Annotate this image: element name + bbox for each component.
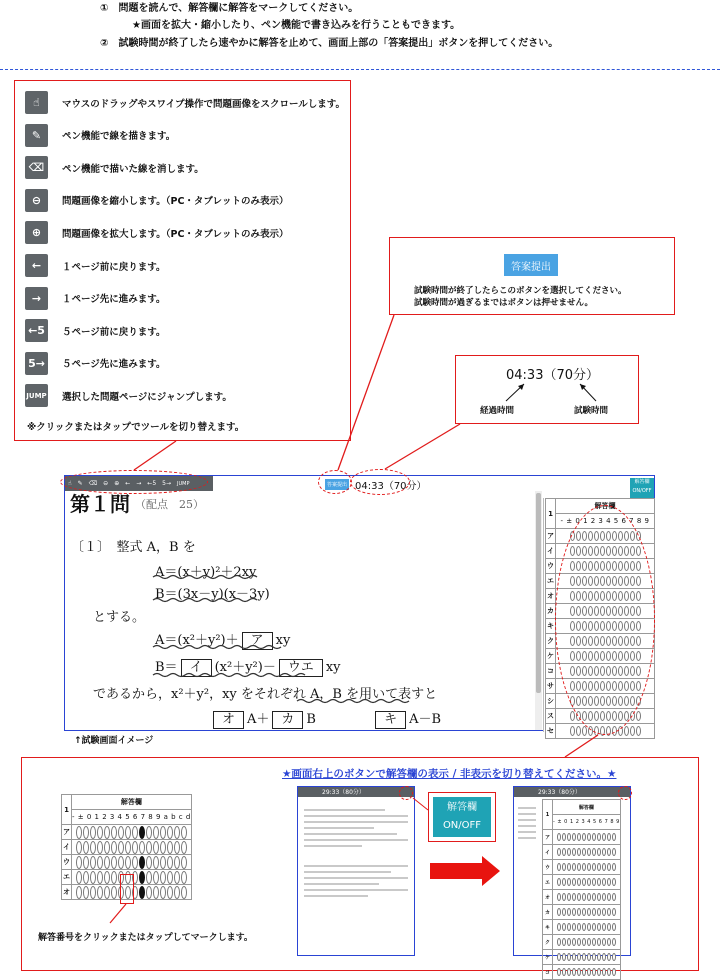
answer-bubble[interactable] (557, 953, 561, 961)
answer-bubble[interactable] (602, 833, 606, 841)
tool-description: １ページ前に戻ります。 (62, 261, 166, 273)
answer-row-label: ケ (546, 649, 556, 664)
answer-bubble[interactable] (572, 968, 576, 976)
forward-5-icon: 5→ (25, 352, 48, 375)
bottom-headline: ★画面右上のボタンで解答欄の表示 / 非表示を切り替えてください。★ (282, 768, 617, 780)
answer-bubble[interactable] (557, 878, 561, 886)
answer-bubble[interactable] (582, 878, 586, 886)
arrow-left-icon[interactable]: ← (125, 480, 131, 487)
answer-bubble[interactable] (607, 848, 611, 856)
question-label: 〔１〕 整式 A，B を (71, 540, 196, 555)
equation-b-blank: B＝ イ (x²＋y²)－ ウエ xy (155, 660, 341, 675)
answer-bubble[interactable] (597, 968, 601, 976)
answer-bubble[interactable] (587, 833, 591, 841)
answer-bubble[interactable] (592, 833, 596, 841)
arrow-right-icon[interactable]: → (136, 480, 142, 487)
tool-note: ※クリックまたはタップでツールを切り替えます。 (27, 422, 245, 433)
answer-bubble[interactable] (612, 878, 616, 886)
answer-bubble[interactable] (587, 848, 591, 856)
answer-bubble[interactable] (577, 893, 581, 901)
answer-row-label: ケ (543, 950, 553, 965)
back-5-icon: ←5 (25, 319, 48, 342)
problem-title: 第１問 (70, 492, 130, 516)
answer-bubble[interactable] (612, 833, 616, 841)
answer-bubble[interactable] (612, 908, 616, 916)
answer-row-label: カ (546, 604, 556, 619)
answer-bubble[interactable] (587, 968, 591, 976)
mini-timer-2: 29:33（80分） (538, 789, 581, 796)
submit-button[interactable]: 答案提出 (325, 479, 349, 490)
submit-callout-text-2: 試験時間が過ぎるまではボタンは押せません。 (414, 298, 594, 308)
answer-bubble[interactable] (577, 908, 581, 916)
submit-button-sample[interactable]: 答案提出 (504, 254, 558, 276)
jump-icon[interactable]: JUMP (177, 480, 190, 487)
answer-digits: - ± 0 1 2 3 4 5 6 7 8 9 a b c d (72, 810, 192, 825)
question-number: 1 (543, 800, 553, 830)
answer-bubble[interactable] (592, 968, 596, 976)
mark-note: 解答番号をクリックまたはタップしてマークします。 (38, 933, 253, 943)
equation-b: B＝(3x－y)(x－3y) (155, 587, 270, 602)
tool-description: １ページ先に進みます。 (62, 294, 166, 306)
answer-row-label: ス (546, 709, 556, 724)
pen-icon[interactable]: ✎ (77, 480, 83, 487)
answer-bubble[interactable] (577, 968, 581, 976)
answer-row-label: イ (62, 840, 72, 855)
answer-bubble[interactable] (607, 878, 611, 886)
answer-row (543, 830, 621, 845)
eraser-icon[interactable]: ⌫ (88, 480, 98, 487)
answer-bubble[interactable] (582, 953, 586, 961)
answer-bubble[interactable] (572, 938, 576, 946)
answer-row (543, 845, 621, 860)
answer-bubble[interactable] (567, 833, 571, 841)
answer-bubble[interactable] (597, 893, 601, 901)
answer-row (543, 890, 621, 905)
answer-bubble[interactable] (557, 833, 561, 841)
answer-bubble[interactable] (592, 878, 596, 886)
answer-bubble[interactable] (612, 968, 616, 976)
answer-row-label: ア (62, 825, 72, 840)
answer-bubble[interactable] (597, 878, 601, 886)
answer-bubble[interactable] (587, 908, 591, 916)
answer-row-label: ク (543, 935, 553, 950)
answer-bubble[interactable] (567, 953, 571, 961)
blank-ki: キ (375, 711, 406, 729)
tool-description: ５ページ先に進みます。 (62, 359, 166, 371)
answer-row-label: シ (546, 694, 556, 709)
answer-bubble[interactable] (567, 923, 571, 931)
answer-bubble[interactable] (602, 863, 606, 871)
answer-row-label: エ (62, 870, 72, 885)
answer-bubble[interactable] (602, 968, 606, 976)
answer-bubble[interactable] (612, 893, 616, 901)
answer-bubble[interactable] (597, 848, 601, 856)
timer-display: 04:33（70分） (506, 368, 600, 383)
answer-bubble[interactable] (562, 878, 566, 886)
problem-sentence: であるから，x²＋y²，xy をそれぞれ A，B を用いて表すと (93, 687, 438, 702)
answer-bubble[interactable] (572, 878, 576, 886)
answer-row (543, 860, 621, 875)
answer-bubble[interactable] (557, 863, 561, 871)
answer-bubble[interactable] (612, 848, 616, 856)
mini-answer-panel (542, 799, 621, 980)
answer-bubble[interactable] (592, 893, 596, 901)
answer-row-label: ア (543, 830, 553, 845)
answer-bubble[interactable] (557, 848, 561, 856)
answer-bubble[interactable] (607, 908, 611, 916)
answer-row-label: キ (543, 920, 553, 935)
answer-bubble[interactable] (582, 908, 586, 916)
answer-bubble[interactable] (607, 923, 611, 931)
answer-bubble[interactable] (612, 938, 616, 946)
answer-row-label: ア (546, 529, 556, 544)
answer-bubble[interactable] (572, 908, 576, 916)
answer-bubble[interactable] (582, 893, 586, 901)
submit-callout-text-1: 試験時間が終了したらこのボタンを選択してください。 (414, 286, 627, 296)
answer-toggle-button[interactable]: 解答欄 ON/OFF (630, 478, 654, 498)
answer-row-label: ウ (546, 559, 556, 574)
answer-bubble[interactable] (587, 878, 591, 886)
tool-description: 選択した問題ページにジャンプします。 (62, 391, 232, 403)
hand-icon[interactable]: ☝ (68, 480, 72, 487)
answer-bubble[interactable] (592, 863, 596, 871)
blank-ue: ウエ (279, 659, 323, 677)
mini-text-col (516, 803, 538, 843)
answer-bubble[interactable] (607, 953, 611, 961)
forward-5-icon[interactable]: 5→ (162, 480, 172, 487)
limit-label: 試験時間 (574, 406, 609, 416)
answer-bubble[interactable] (607, 938, 611, 946)
blank-o: オ (213, 711, 244, 729)
answer-bubble[interactable] (587, 863, 591, 871)
answer-bubble[interactable] (557, 923, 561, 931)
to-suru-text: とする。 (93, 610, 146, 625)
answer-bubble[interactable] (567, 893, 571, 901)
answer-bubble[interactable] (562, 848, 566, 856)
answer-bubble[interactable] (592, 908, 596, 916)
answer-bubble[interactable] (597, 938, 601, 946)
answer-bubble[interactable] (597, 833, 601, 841)
answer-bubble[interactable] (577, 953, 581, 961)
arrow-right-icon: → (25, 287, 48, 310)
answer-bubble[interactable] (572, 833, 576, 841)
answer-bubble[interactable] (572, 863, 576, 871)
pen-icon: ✎ (25, 124, 48, 147)
answer-bubble[interactable] (572, 923, 576, 931)
screen-caption: ↑試験画面イメージ (74, 736, 154, 746)
answer-bubble[interactable] (577, 878, 581, 886)
answer-bubble[interactable] (597, 908, 601, 916)
answer-row-label: エ (546, 574, 556, 589)
answer-bubble[interactable] (587, 938, 591, 946)
tool-description: 問題画像を縮小します。（PC・タブレットのみ表示） (62, 196, 289, 208)
answer-bubble[interactable] (582, 833, 586, 841)
answer-digits: - ± 0 1 2 3 4 5 6 7 8 9 (556, 514, 655, 529)
answer-bubble[interactable] (582, 923, 586, 931)
answer-bubble[interactable] (567, 908, 571, 916)
answer-digits: - ± 0 1 2 3 4 5 6 7 8 9 (553, 815, 621, 830)
answer-row (543, 935, 621, 950)
answer-bubble[interactable] (562, 863, 566, 871)
answer-row-label: ウ (543, 860, 553, 875)
answer-bubble[interactable] (597, 863, 601, 871)
answer-bubble[interactable] (592, 848, 596, 856)
answer-bubble[interactable] (567, 848, 571, 856)
answer-row-label: イ (543, 845, 553, 860)
answer-bubble[interactable] (602, 953, 606, 961)
equation-a-blank: A＝(x²＋y²)＋ ア xy (155, 633, 291, 648)
answer-bubble[interactable] (557, 893, 561, 901)
answer-bubble[interactable] (567, 863, 571, 871)
answer-row-label: コ (543, 965, 553, 980)
answer-bubble[interactable] (582, 863, 586, 871)
answer-bubble[interactable] (607, 863, 611, 871)
question-number: 1 (62, 795, 72, 825)
answer-row (543, 905, 621, 920)
toggle-zoom-button[interactable]: 解答欄 ON/OFF (433, 797, 491, 837)
answer-row-label: イ (546, 544, 556, 559)
answer-row-label: オ (546, 589, 556, 604)
answer-header: 解答欄 (72, 795, 192, 810)
answer-bubble[interactable] (597, 923, 601, 931)
answer-bubble[interactable] (607, 893, 611, 901)
answer-row-label: オ (543, 890, 553, 905)
answer-bubble[interactable] (602, 938, 606, 946)
zoom-in-icon[interactable]: ⊕ (114, 480, 120, 487)
answer-bubble[interactable] (562, 968, 566, 976)
mini-screen-on (513, 786, 631, 976)
answer-bubble[interactable] (602, 908, 606, 916)
tool-description: ５ページ前に戻ります。 (62, 326, 166, 338)
blank-ka: カ (272, 711, 303, 729)
answer-bubble[interactable] (592, 953, 596, 961)
bottom-panel (21, 757, 699, 976)
answer-bubble[interactable] (572, 953, 576, 961)
answer-bubble[interactable] (577, 833, 581, 841)
instruction-2: ★画面を拡大・縮小したり、ペン機能で書き込みを行うこともできます。 (132, 20, 461, 31)
answer-bubble[interactable] (562, 893, 566, 901)
tool-description: ペン機能で線を描きます。 (62, 131, 176, 143)
answer-bubble[interactable] (567, 878, 571, 886)
hand-icon: ☝ (25, 91, 48, 114)
answer-bubble[interactable] (587, 953, 591, 961)
answer-bubble[interactable] (607, 968, 611, 976)
answer-bubble[interactable] (612, 923, 616, 931)
answer-bubble[interactable] (597, 953, 601, 961)
answer-row-label: サ (546, 679, 556, 694)
jump-icon: JUMP (25, 384, 48, 407)
answer-bubble[interactable] (602, 878, 606, 886)
answer-row-label: エ (543, 875, 553, 890)
answer-bubble[interactable] (587, 923, 591, 931)
answer-bubble[interactable] (607, 833, 611, 841)
answer-row-label: コ (546, 664, 556, 679)
answer-bubble[interactable] (592, 938, 596, 946)
answer-row (543, 965, 621, 980)
blank-i: イ (181, 659, 212, 677)
answer-bubble[interactable] (557, 908, 561, 916)
answer-bubble[interactable] (562, 833, 566, 841)
back-5-icon[interactable]: ←5 (147, 480, 157, 487)
arrow-left-icon: ← (25, 254, 48, 277)
answer-bubble[interactable] (572, 893, 576, 901)
answer-bubble[interactable] (582, 848, 586, 856)
answer-bubble[interactable] (612, 863, 616, 871)
answer-bubble[interactable] (592, 923, 596, 931)
answer-row-label: オ (62, 885, 72, 900)
answer-bubble[interactable] (577, 938, 581, 946)
problem-points: （配点 25） (135, 498, 204, 511)
answer-bubble[interactable] (602, 923, 606, 931)
equation-5: オ A＋ カ B キ A－B (210, 708, 441, 729)
answer-bubble[interactable] (567, 938, 571, 946)
zoom-out-icon: ⊖ (25, 189, 48, 212)
answer-bubble[interactable] (582, 938, 586, 946)
answer-row-label: ウ (62, 855, 72, 870)
answer-bubble[interactable] (587, 893, 591, 901)
answer-bubble[interactable] (562, 938, 566, 946)
answer-bubble[interactable] (577, 848, 581, 856)
zoom-in-icon: ⊕ (25, 221, 48, 244)
answer-bubble[interactable] (577, 923, 581, 931)
answer-bubble[interactable] (602, 893, 606, 901)
answer-bubble[interactable] (557, 938, 561, 946)
answer-row-label: キ (546, 619, 556, 634)
mini-timer-1: 29:33（80分） (322, 789, 365, 796)
exam-timer: 04:33（70分） (355, 481, 427, 492)
elapsed-label: 経過時間 (480, 406, 515, 416)
tool-description: マウスのドラッグやスワイプ操作で問題画像をスクロールします。 (62, 98, 346, 110)
answer-row (543, 875, 621, 890)
answer-header: 解答欄 (556, 499, 655, 514)
answer-bubble[interactable] (562, 923, 566, 931)
answer-row (543, 950, 621, 965)
answer-row-label: カ (543, 905, 553, 920)
answer-bubble[interactable] (577, 863, 581, 871)
answer-bubble[interactable] (557, 968, 561, 976)
eraser-icon: ⌫ (25, 156, 48, 179)
mini-toggle-highlight-2 (618, 786, 632, 800)
blank-a: ア (242, 632, 273, 650)
answer-bubble[interactable] (572, 848, 576, 856)
answer-row-label: ク (546, 634, 556, 649)
answer-bubble[interactable] (582, 968, 586, 976)
answer-bubble[interactable] (602, 848, 606, 856)
tool-description: 問題画像を拡大します。（PC・タブレットのみ表示） (62, 228, 289, 240)
answer-bubble[interactable] (567, 968, 571, 976)
answer-bubble[interactable] (562, 908, 566, 916)
answer-row (543, 920, 621, 935)
big-arrow (430, 856, 500, 886)
instruction-3: ② 試験時間が終了したら速やかに解答を止めて、画面上部の「答案提出」ボタンを押してください。 (100, 38, 559, 49)
tool-description: ペン機能で描いた線を消します。 (62, 163, 204, 175)
answer-header: 解答欄 (553, 800, 621, 815)
answer-row-label: セ (546, 724, 556, 739)
question-number: 1 (546, 499, 556, 529)
answer-bubble[interactable] (562, 953, 566, 961)
zoom-out-icon[interactable]: ⊖ (103, 480, 109, 487)
answer-bubble[interactable] (612, 953, 616, 961)
equation-a: A＝(x＋y)²＋2xy (155, 565, 257, 580)
instruction-1: ① 問題を読んで、解答欄に解答をマークしてください。 (100, 3, 359, 14)
